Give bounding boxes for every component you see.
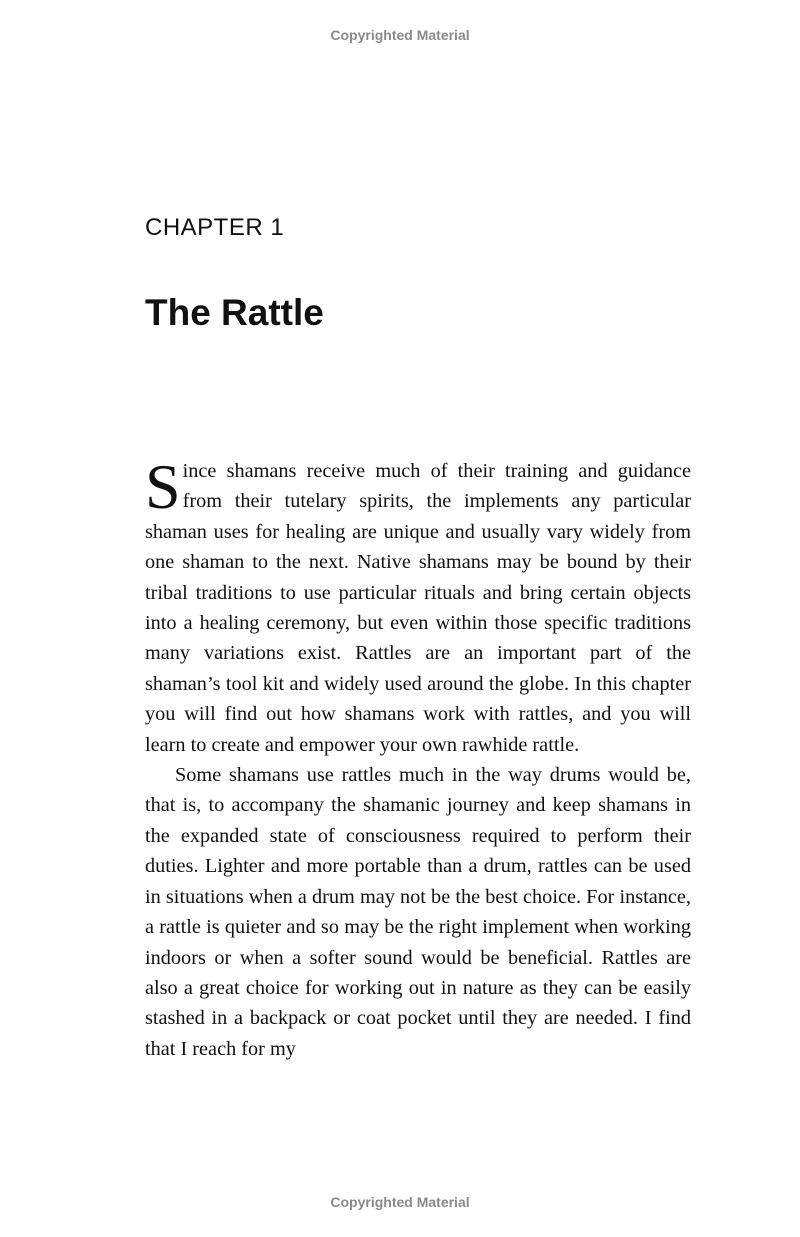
copyright-watermark-top: Copyrighted Material <box>330 27 470 43</box>
chapter-number: CHAPTER 1 <box>145 214 285 241</box>
chapter-title: The Rattle <box>145 292 324 333</box>
copyright-watermark-bottom: Copyrighted Material <box>330 1194 470 1210</box>
paragraph-2: Some shamans use rattles much in the way drums would be, that is, to accompany the shamanic journey and keep shamans in the expanded state of consciousness required to perform their duties. Lighter and more portable than a drum, rattles can be used in situations when a drum may not be the best choice. For instance, a rattle is quieter and so may be the right implement when working indoors or when a softer sound would be beneficial. Rattles are also a great choice for working out in nature as they can be easily stashed in a backpack or coat pocket until they are needed. I find that I reach for my <box>145 764 691 1060</box>
chapter-body <box>145 451 691 1064</box>
paragraph-1: Since shamans receive much of their training and guidance from their tutelary spirits, the implements any particular shaman uses for healing are unique and usually vary widely from one shaman to the next. Native shamans may be bound by their tribal traditions to use particular rituals and bring certain objects into a healing ceremony, but even within those specific traditions many variations exist. Rattles are an important part of the shaman’s tool kit and widely used around the globe. In this chapter you will find out how shamans work with rattles, and you will learn to create and empower your own rawhide rattle. <box>145 451 691 756</box>
